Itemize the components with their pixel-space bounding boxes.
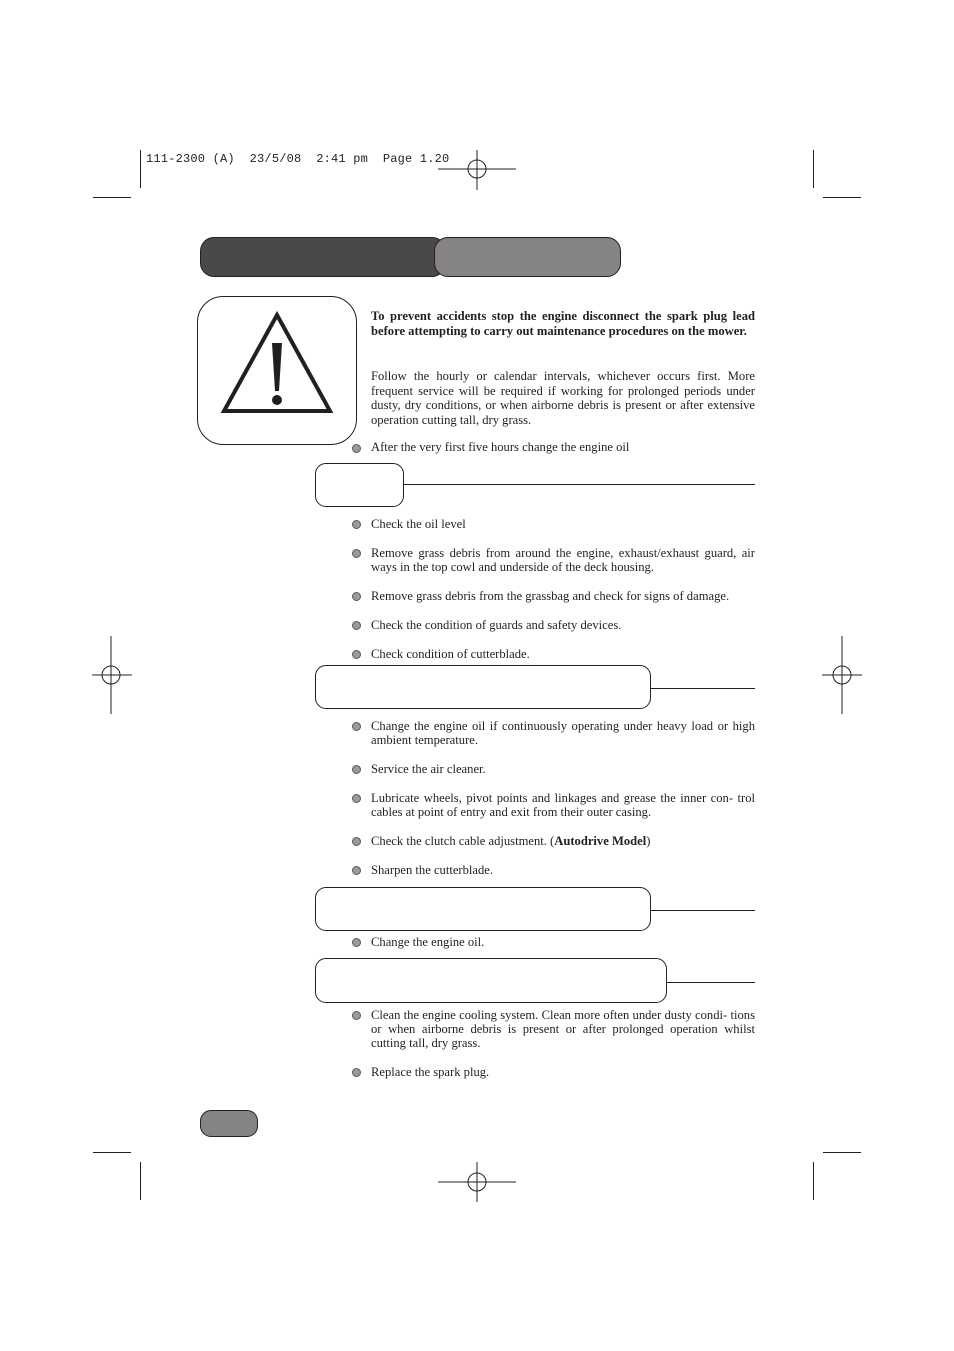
list-item: Lubricate wheels, pivot points and linkages and grease the inner con- trol cables at point of entry and exit from their outer casing. (371, 791, 755, 820)
list-item: After the very first five hours change the engine oil (371, 440, 630, 454)
page-number-tab (200, 1110, 258, 1137)
list-item: Change the engine oil. (371, 935, 485, 949)
section-heading-box (315, 463, 404, 507)
warning-triangle-icon (220, 311, 334, 415)
bullet-icon (352, 1011, 361, 1020)
registration-mark-icon (822, 636, 862, 714)
intro-text: Follow the hourly or calendar intervals, whichever occurs first. More frequent service will be required if working for prolonged periods under dusty, dry conditions, or when airborne debris is present or after extensive operation cutting tall, dry grass. (371, 369, 755, 427)
list-item: Clean the engine cooling system. Clean more often under dusty condi- tions or when airborne debris is present or after prolonged operation whilst cutting tall, dry grass. (371, 1008, 755, 1051)
bullet-icon (352, 592, 361, 601)
crop-mark (813, 1162, 814, 1200)
list-item: Check the condition of guards and safety devices. (371, 618, 622, 632)
clutch-item-suffix: ) (646, 834, 651, 848)
list-item: Replace the spark plug. (371, 1065, 490, 1079)
crop-mark (93, 1152, 131, 1153)
crop-mark (813, 150, 814, 188)
bullet-icon (352, 837, 361, 846)
list-item: Sharpen the cutterblade. (371, 863, 494, 877)
list-item: Check the oil level (371, 517, 466, 531)
registration-mark-icon (438, 1162, 516, 1202)
crop-mark (823, 197, 861, 198)
crop-mark (823, 1152, 861, 1153)
bullet-icon (352, 794, 361, 803)
crop-mark (93, 197, 131, 198)
section-rule (404, 484, 755, 485)
list-item: Remove grass debris from around the engine, exhaust/exhaust guard, air ways in the top cowl and underside of the deck housing. (371, 546, 755, 575)
list-item: Change the engine oil if continuously operating under heavy load or high ambient temperature. (371, 719, 755, 748)
header-tab-dark (200, 237, 446, 277)
bullet-icon (352, 866, 361, 875)
bullet-icon (352, 621, 361, 630)
registration-mark-icon (438, 150, 516, 190)
section-rule (651, 910, 755, 911)
bullet-icon (352, 650, 361, 659)
list-item: Service the air cleaner. (371, 762, 486, 776)
section-rule (651, 688, 755, 689)
print-slug: 111-2300 (A) 23/5/08 2:41 pm Page 1.20 (146, 152, 450, 166)
bullet-icon (352, 1068, 361, 1077)
warning-text: To prevent accidents stop the engine disconnect the spark plug lead before attempting to carry out maintenance procedures on the mower. (371, 309, 755, 338)
bullet-icon (352, 938, 361, 947)
bullet-icon (352, 549, 361, 558)
bullet-icon (352, 520, 361, 529)
section-heading-box (315, 665, 651, 709)
list-item (371, 834, 755, 848)
bullet-icon (352, 722, 361, 731)
clutch-item-prefix: Check the clutch cable adjustment. ( (371, 834, 555, 848)
section-heading-box (315, 958, 667, 1003)
registration-mark-icon (92, 636, 132, 714)
header-tab-light (434, 237, 621, 277)
warning-box (197, 296, 357, 445)
bullet-icon (352, 444, 361, 453)
crop-mark (140, 1162, 141, 1200)
bullet-icon (352, 765, 361, 774)
model-name: Autodrive Model (554, 834, 647, 848)
list-item: Remove grass debris from the grassbag and check for signs of damage. (371, 589, 730, 603)
crop-mark (140, 150, 141, 188)
list-item: Check condition of cutterblade. (371, 647, 530, 661)
section-rule (667, 982, 755, 983)
section-heading-box (315, 887, 651, 931)
